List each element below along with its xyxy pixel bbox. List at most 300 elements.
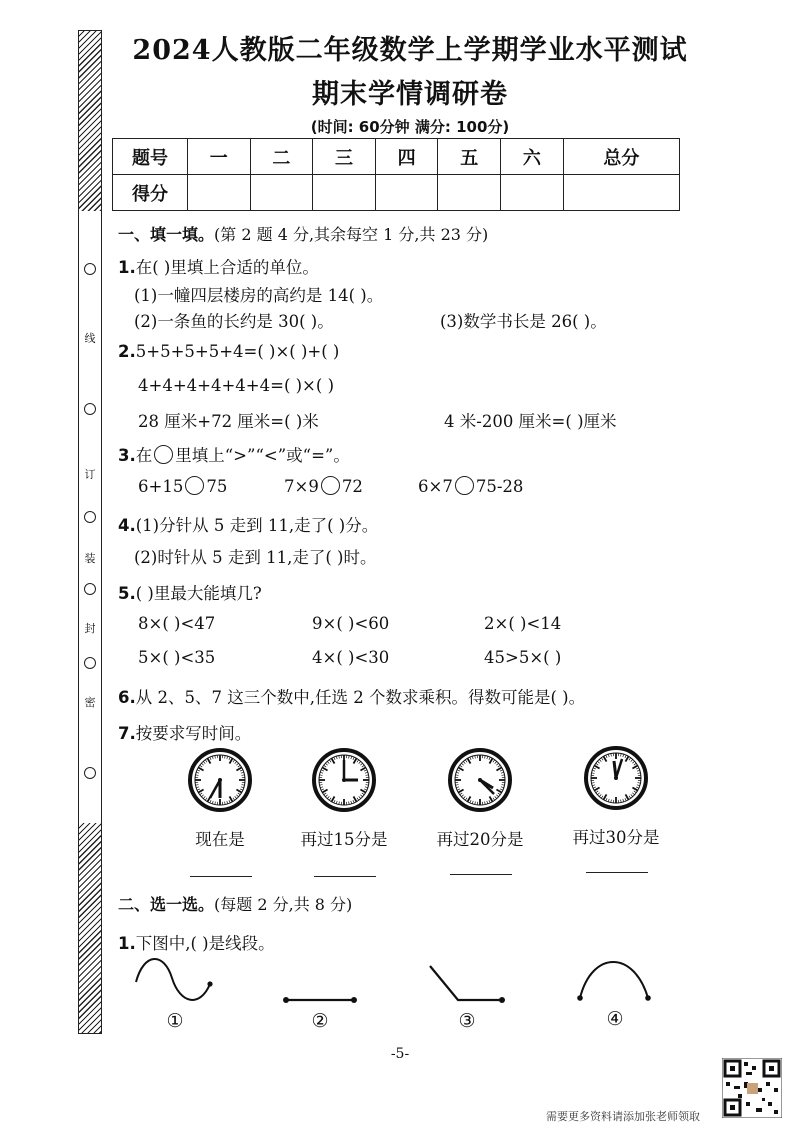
q3-item-right: 75 <box>206 477 228 496</box>
figure-wave-curve <box>130 956 220 1006</box>
clock-tick <box>593 787 596 788</box>
clock-tick <box>230 796 233 801</box>
clock-tick <box>594 766 599 769</box>
clock-tick <box>196 785 199 786</box>
clock-tick <box>631 794 633 796</box>
clock-tick <box>611 754 612 757</box>
q5-item-6: 45>5×( ) <box>484 648 562 667</box>
q5-item-4: 5×( )<35 <box>138 648 216 667</box>
clock-tick <box>196 772 199 773</box>
score-header-cell: 二 <box>250 139 313 175</box>
clock-tick <box>498 765 500 767</box>
score-cell[interactable] <box>313 175 376 211</box>
clock-tick <box>360 763 362 765</box>
clock-tick <box>235 761 237 763</box>
clock-tick <box>629 758 631 760</box>
clock-tick <box>485 756 486 759</box>
q3-number: 3. <box>118 446 136 465</box>
clock-tick <box>465 760 467 762</box>
clock-tick <box>606 755 607 758</box>
option-2[interactable]: ② <box>311 1010 329 1032</box>
answer-circle[interactable] <box>455 476 474 495</box>
clock-tick <box>353 800 354 803</box>
answer-line[interactable] <box>314 876 376 877</box>
q2-item-c: 28 厘米+72 厘米=( )米 <box>138 412 319 431</box>
score-cell[interactable] <box>563 175 679 211</box>
score-cell[interactable] <box>375 175 438 211</box>
clock-tick <box>463 796 465 798</box>
score-header-cell: 三 <box>313 139 376 175</box>
clock-tick <box>210 800 211 803</box>
section2-note: (每题 2 分,共 8 分) <box>214 895 353 914</box>
clock-icon-1 <box>188 748 252 812</box>
q5-item-3: 2×( )<14 <box>484 614 562 633</box>
q1-item-b: (2)一条鱼的长约是 30( )。 <box>134 312 334 331</box>
clock-tick <box>475 802 476 805</box>
section1-note: (第 2 题 4 分,其余每空 1 分,共 23 分) <box>214 225 489 244</box>
clock-tick <box>487 801 488 804</box>
clock-tick <box>597 761 599 763</box>
q3-text-pre: 在 <box>135 446 153 465</box>
score-table <box>112 138 680 211</box>
score-table-header-row <box>113 139 680 175</box>
clock-tick <box>638 783 641 784</box>
compare-circle-icon <box>154 445 173 464</box>
clock-tick <box>500 770 503 771</box>
clock-tick <box>593 768 596 769</box>
clock-tick <box>592 785 595 786</box>
section1-title: 一、填一填。 <box>118 225 215 244</box>
score-header-cell: 六 <box>501 139 564 175</box>
clock-tick <box>325 795 327 797</box>
page-number: -5- <box>390 1046 410 1062</box>
clock-tick <box>203 761 205 763</box>
clock-tick <box>201 763 203 765</box>
clock-tick <box>329 798 331 800</box>
figure-broken-line <box>424 960 508 1010</box>
clock-tick <box>461 763 463 765</box>
clock-tick <box>632 793 634 795</box>
q1-number: 1. <box>118 258 136 277</box>
clock-tick <box>235 796 237 798</box>
binding-label-ding: 订 <box>84 468 96 481</box>
clock-tick <box>637 770 640 771</box>
page-title: 2024人教版二年级数学上学期学业水平测试 <box>132 35 688 66</box>
score-cell[interactable] <box>438 175 501 211</box>
clock-tick <box>626 794 629 799</box>
clock-caption-3: 再过20分是 <box>436 830 524 849</box>
clock-tick <box>339 756 340 759</box>
clock-tick <box>242 775 245 776</box>
clock-tick <box>496 790 501 793</box>
clock-tick <box>457 789 460 790</box>
clock-tick <box>634 791 636 793</box>
score-header-cell: 总分 <box>563 139 679 175</box>
clock-tick <box>225 756 226 759</box>
answer-line[interactable] <box>190 876 252 877</box>
clock-tick <box>456 772 459 773</box>
clock-tick <box>365 787 368 788</box>
clock-tick <box>238 793 240 795</box>
clock-tick <box>490 796 493 801</box>
q4-item-b: (2)时针从 5 走到 11,走了( )时。 <box>134 548 377 567</box>
q3-item-right: 72 <box>341 477 363 496</box>
clock-tick <box>456 785 459 786</box>
clock-tick <box>502 775 505 776</box>
clock-tick <box>638 773 641 774</box>
q5-stem <box>118 580 262 604</box>
clock-tick <box>360 795 362 797</box>
clock-tick <box>596 791 598 793</box>
binding-label-feng: 封 <box>84 622 96 635</box>
clock-tick <box>324 765 326 767</box>
clock-tick <box>233 760 235 762</box>
clock-tick <box>229 800 230 803</box>
clock-tick <box>320 785 323 786</box>
clock-tick <box>230 758 233 763</box>
clock-tick <box>357 760 359 762</box>
clock-tick <box>240 770 243 771</box>
q7-number: 7. <box>118 724 136 743</box>
clock-tick <box>351 801 352 804</box>
clock-tick <box>364 770 367 771</box>
clock-tick <box>623 754 624 757</box>
clock-tick <box>197 789 200 790</box>
clock-tick <box>597 793 599 795</box>
clock-tick <box>362 765 364 767</box>
clock-tick <box>592 770 595 771</box>
clock-tick <box>354 758 357 763</box>
clock-tick <box>599 759 601 761</box>
clock-tick <box>332 796 335 801</box>
clock-tick <box>225 802 226 805</box>
clock-tick <box>196 787 199 788</box>
q5-number: 5. <box>118 584 136 603</box>
clock-tick <box>336 801 337 804</box>
clock-tick <box>353 757 354 760</box>
q2-item-d: 4 米-200 厘米=( )厘米 <box>444 412 617 431</box>
clock-tick <box>208 758 211 763</box>
clock-tick <box>327 761 329 763</box>
binding-ring <box>84 657 96 669</box>
score-header-cell: 题号 <box>113 139 188 175</box>
clock-tick <box>636 787 639 788</box>
q3-text-post: 里填上“>”“<”或“=”。 <box>175 446 350 465</box>
clock-tick <box>461 795 463 797</box>
clock-tick <box>495 761 497 763</box>
clock-tick <box>608 754 609 757</box>
q3-item-1 <box>138 476 227 496</box>
exam-meta: (时间: 60分钟 满分: 100分) <box>310 118 510 136</box>
clock-tick <box>242 785 245 786</box>
clock-tick <box>229 757 230 760</box>
q7-text: 按要求写时间。 <box>135 724 252 743</box>
binding-hatch-bottom <box>79 823 101 1033</box>
clock-tick <box>498 793 500 795</box>
clock-tick <box>456 787 459 788</box>
binding-ring <box>84 511 96 523</box>
clock-tick <box>198 768 203 771</box>
clock-tick <box>212 801 213 804</box>
answer-circle[interactable] <box>321 476 340 495</box>
clock-tick <box>625 798 626 801</box>
clock-tick <box>360 790 365 793</box>
clock-icon-3 <box>448 748 512 812</box>
clock-tick <box>599 794 601 796</box>
section1-heading <box>118 222 488 245</box>
figure-arc <box>572 956 656 1006</box>
q1-item-c: (3)数学书长是 26( )。 <box>440 312 607 331</box>
clock-tick <box>210 757 211 760</box>
binding-hatch-top <box>79 31 101 211</box>
s2q1-number: 1. <box>118 934 136 953</box>
score-header-cell: 五 <box>438 139 501 175</box>
clock-tick <box>496 768 501 771</box>
clock-tick <box>470 800 471 803</box>
clock-tick <box>493 798 495 800</box>
clock-tick <box>496 795 498 797</box>
clock-tick <box>458 768 463 771</box>
clock-tick <box>322 790 327 793</box>
clock-tick <box>623 799 624 802</box>
clock-tick <box>238 765 240 767</box>
clock-tick <box>359 761 361 763</box>
clock-tick <box>215 802 216 805</box>
clock-tick <box>332 758 335 763</box>
q2-item-a: 5+5+5+5+4=( )×( )+( ) <box>135 342 340 361</box>
clock-caption-1: 现在是 <box>195 830 245 849</box>
clock-tick <box>496 763 498 765</box>
clock-tick <box>321 789 324 790</box>
clock-tick <box>456 775 459 776</box>
q5-item-5: 4×( )<30 <box>312 648 390 667</box>
clock-icon-4 <box>584 746 648 810</box>
q2-number: 2. <box>118 342 136 361</box>
clock-tick <box>632 788 637 791</box>
q1-item-a: (1)一幢四层楼房的高约是 14( )。 <box>134 286 384 305</box>
clock-tick <box>601 758 603 760</box>
clock-tick <box>351 756 352 759</box>
clock-tick <box>465 798 467 800</box>
clock-tick <box>621 800 622 803</box>
clock-tick <box>592 773 595 774</box>
clock-tick <box>490 758 493 763</box>
clock-tick <box>458 790 463 793</box>
answer-line[interactable] <box>450 874 512 875</box>
clock-tick <box>236 790 241 793</box>
clock-tick <box>634 763 636 765</box>
clock-tick <box>485 802 486 805</box>
clock-tick <box>472 756 473 759</box>
clock-tick <box>596 763 598 765</box>
s2q1-stem <box>118 930 275 954</box>
clock-tick <box>227 756 228 759</box>
q6-text: 从 2、5、7 这三个数中,任选 2 个数求乘积。得数可能是( )。 <box>135 688 586 707</box>
clock-tick <box>594 788 599 791</box>
clock-tick <box>606 798 607 801</box>
q5-item-2: 9×( )<60 <box>312 614 390 633</box>
clock-tick <box>197 770 200 771</box>
clock-tick <box>601 796 603 798</box>
clock-tick <box>460 793 462 795</box>
clock-tick <box>604 756 607 761</box>
clock-tick <box>241 787 244 788</box>
section2-heading <box>118 892 352 915</box>
qr-code-icon <box>722 1058 782 1118</box>
binding-label-xian: 线 <box>84 332 96 345</box>
clock-tick <box>322 768 327 771</box>
clock-icon-2 <box>312 748 376 812</box>
option-1[interactable]: ① <box>166 1010 184 1032</box>
q7-stem <box>118 720 251 744</box>
clock-tick <box>198 790 203 793</box>
clock-tick <box>362 793 364 795</box>
clock-tick <box>236 768 241 771</box>
clock-tick <box>468 758 471 763</box>
clock-tick <box>321 770 324 771</box>
clock-tick <box>203 796 205 798</box>
clock-tick <box>460 765 462 767</box>
q2-line-a <box>118 342 339 361</box>
clock-tick <box>200 793 202 795</box>
binding-ring <box>84 403 96 415</box>
binding-label-zhuang: 装 <box>84 552 96 565</box>
q3-item-left: 6+15 <box>138 477 184 496</box>
clock-tick <box>495 796 497 798</box>
clock-tick <box>489 757 490 760</box>
page-subtitle: 期末学情调研卷 <box>312 79 508 110</box>
clock-tick <box>468 796 471 801</box>
clock-tick <box>489 800 490 803</box>
clock-tick <box>611 800 612 803</box>
clock-tick <box>457 770 460 771</box>
clock-tick <box>500 789 503 790</box>
option-4[interactable]: ④ <box>606 1008 624 1030</box>
clock-tick <box>201 795 203 797</box>
score-header-cell: 四 <box>375 139 438 175</box>
figure-line-segment <box>280 990 360 1010</box>
clock-tick <box>629 796 631 798</box>
s2q1-text: 下图中,( )是线段。 <box>135 934 275 953</box>
binding-ring <box>84 263 96 275</box>
q1-text: 在( )里填上合适的单位。 <box>135 258 319 277</box>
clock-tick <box>493 760 495 762</box>
binding-label-mi: 密 <box>84 696 96 709</box>
score-cell[interactable] <box>501 175 564 211</box>
clock-tick <box>364 789 367 790</box>
clock-tick <box>366 785 369 786</box>
clock-tick <box>625 755 626 758</box>
clock-tick <box>631 759 633 761</box>
clock-tick <box>215 756 216 759</box>
clock-tick <box>592 783 595 784</box>
clock-tick <box>632 766 637 769</box>
clock-tick <box>487 756 488 759</box>
clock-tick <box>636 768 639 769</box>
clock-tick <box>320 775 323 776</box>
score-cell[interactable] <box>188 175 251 211</box>
clock-tick <box>366 775 369 776</box>
clock-tick <box>227 801 228 804</box>
answer-line[interactable] <box>586 872 648 873</box>
clock-tick <box>470 757 471 760</box>
q3-item-right: 75-28 <box>475 477 524 496</box>
clock-tick <box>329 760 331 762</box>
clock-tick <box>233 798 235 800</box>
clock-tick <box>212 756 213 759</box>
clock-tick <box>463 761 465 763</box>
clock-tick <box>320 772 323 773</box>
score-header-cell: 一 <box>188 139 251 175</box>
clock-tick <box>621 754 622 757</box>
q2-item-b: 4+4+4+4+4+4=( )×( ) <box>138 376 335 395</box>
q5-item-1: 8×( )<47 <box>138 614 216 633</box>
q3-item-left: 6×7 <box>418 477 453 496</box>
clock-tick <box>637 785 640 786</box>
clock-tick <box>236 763 238 765</box>
q4-item-a: (1)分针从 5 走到 11,走了( )分。 <box>135 516 379 535</box>
clock-tick <box>349 802 350 805</box>
binding-strip <box>78 30 102 1034</box>
clock-tick <box>349 756 350 759</box>
clock-tick <box>354 796 357 801</box>
q4-line-a <box>118 512 378 536</box>
answer-circle[interactable] <box>185 476 204 495</box>
footer-note: 需要更多资料请添加张老师领取 <box>546 1110 700 1123</box>
q3-item-left: 7×9 <box>284 477 319 496</box>
clock-tick <box>501 772 504 773</box>
clock-tick <box>472 801 473 804</box>
clock-caption-4: 再过30分是 <box>572 828 660 847</box>
clock-caption-2: 再过15分是 <box>300 830 388 849</box>
clock-tick <box>196 775 199 776</box>
clock-tick <box>241 772 244 773</box>
clock-tick <box>205 798 207 800</box>
q3-item-2 <box>284 476 363 496</box>
score-row-label: 得分 <box>113 175 188 211</box>
section2-title: 二、选一选。 <box>118 895 215 914</box>
clock-tick <box>339 802 340 805</box>
clock-tick <box>200 765 202 767</box>
clock-tick <box>205 760 207 762</box>
clock-tick <box>360 768 365 771</box>
clock-tick <box>357 798 359 800</box>
option-3[interactable]: ③ <box>458 1010 476 1032</box>
q5-text: ( )里最大能填几? <box>135 584 262 603</box>
q3-stem <box>118 442 350 466</box>
q3-item-3 <box>418 476 523 496</box>
clock-tick <box>320 787 323 788</box>
score-cell[interactable] <box>250 175 313 211</box>
binding-ring <box>84 767 96 779</box>
clock-tick <box>240 789 243 790</box>
q6-line <box>118 684 585 708</box>
clock-tick <box>365 772 368 773</box>
q6-number: 6. <box>118 688 136 707</box>
clock-tick <box>475 756 476 759</box>
clock-tick <box>236 795 238 797</box>
clock-tick <box>324 793 326 795</box>
score-table-score-row <box>113 175 680 211</box>
q1-stem <box>118 254 319 278</box>
clock-tick <box>327 796 329 798</box>
clock-tick <box>632 761 634 763</box>
clock-tick <box>334 757 335 760</box>
q4-number: 4. <box>118 516 136 535</box>
clock-tick <box>626 756 629 761</box>
clock-tick <box>325 763 327 765</box>
clock-tick <box>502 785 505 786</box>
